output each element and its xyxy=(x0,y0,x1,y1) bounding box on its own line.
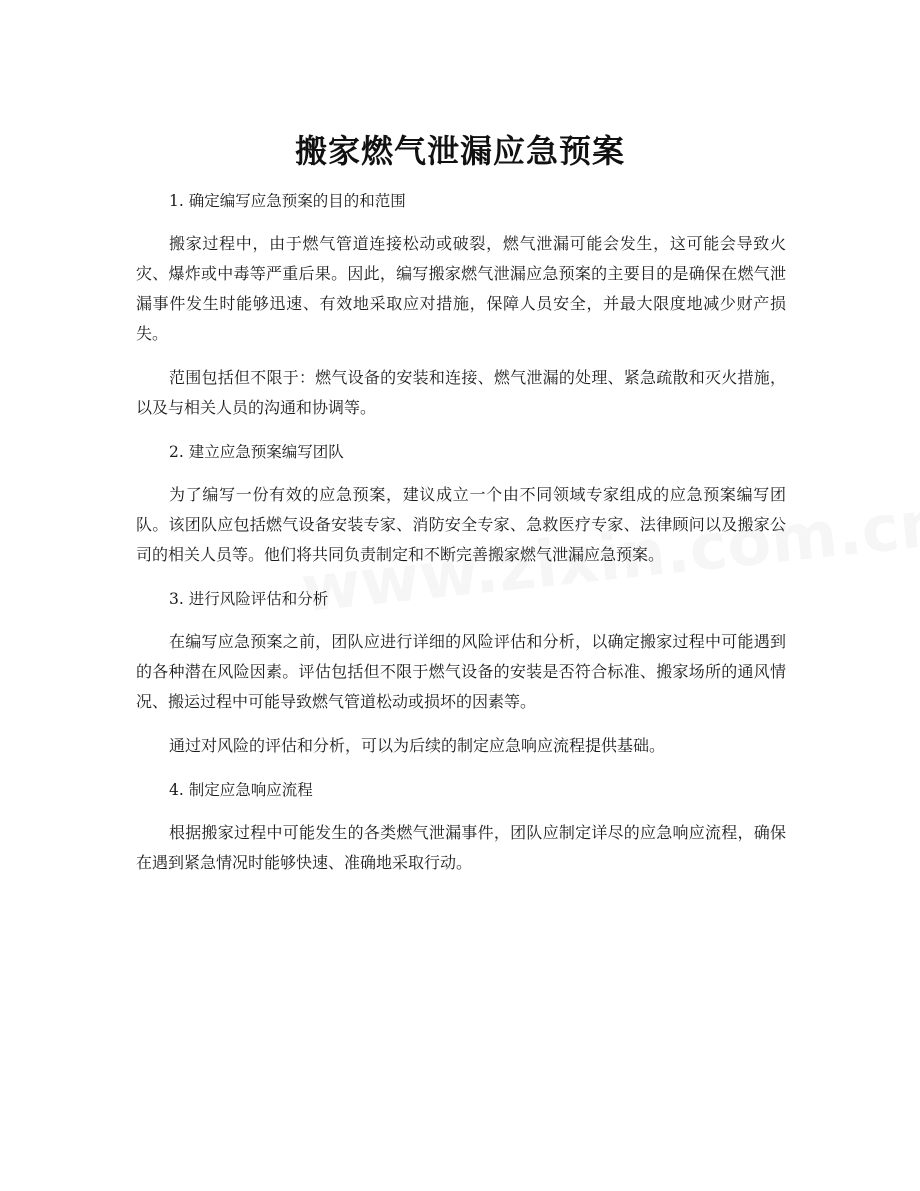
section-1-paragraph-1: 搬家过程中，由于燃气管道连接松动或破裂，燃气泄漏可能会发生，这可能会导致火灾、爆炸或中毒等严重后果。因此，编写搬家燃气泄漏应急预案的主要目的是确保在燃气泄漏事件发生时能够迅速、有效地采取应对措施，保障人员安全，并最大限度地减少财产损失。 xyxy=(136,234,786,343)
section-heading-3: 3. 进行风险评估和分析 xyxy=(169,590,329,608)
section-1-paragraph-2: 范围包括但不限于：燃气设备的安装和连接、燃气泄漏的处理、紧急疏散和灭火措施，以及与相关人员的沟通和协调等。 xyxy=(136,368,786,417)
section-3-paragraph-1: 在编写应急预案之前，团队应进行详细的风险评估和分析，以确定搬家过程中可能遇到的各种潜在风险因素。评估包括但不限于燃气设备的安装是否符合标准、搬家场所的通风情况、搬运过程中可能导致燃气管道松动或损坏的因素等。 xyxy=(136,632,786,711)
section-heading-2: 2. 建立应急预案编写团队 xyxy=(169,443,344,461)
document-title: 搬家燃气泄漏应急预案 xyxy=(294,132,625,171)
section-heading-1: 1. 确定编写应急预案的目的和范围 xyxy=(169,192,406,210)
document-body xyxy=(136,186,786,878)
section-2-paragraph-1: 为了编写一份有效的应急预案，建议成立一个由不同领域专家组成的应急预案编写团队。该团队应包括燃气设备安装专家、消防安全专家、急救医疗专家、法律顾问以及搬家公司的相关人员等。他们将共同负责制定和不断完善搬家燃气泄漏应急预案。 xyxy=(136,485,786,564)
section-3-paragraph-2: 通过对风险的评估和分析，可以为后续的制定应急响应流程提供基础。 xyxy=(169,736,666,755)
section-heading-4: 4. 制定应急响应流程 xyxy=(169,781,313,799)
section-4-paragraph-1: 根据搬家过程中可能发生的各类燃气泄漏事件，团队应制定详尽的应急响应流程，确保在遇到紧急情况时能够快速、准确地采取行动。 xyxy=(136,823,786,872)
